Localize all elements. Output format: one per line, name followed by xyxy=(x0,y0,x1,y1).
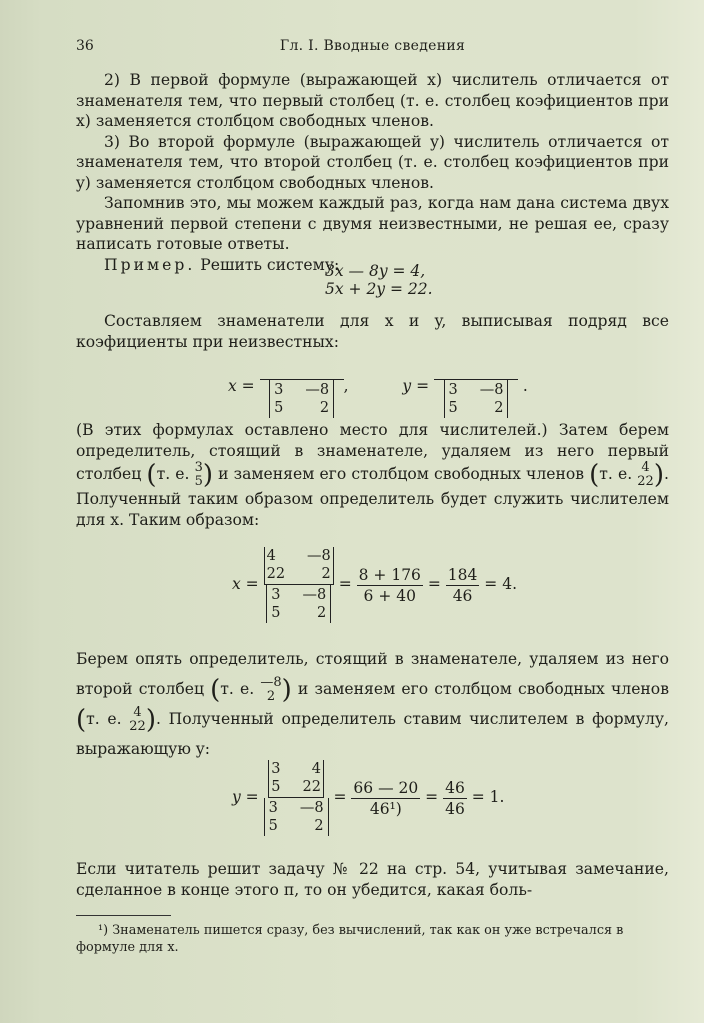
footnote-text: ¹) Знаменатель пишется сразу, без вычислений, так как он уже встречался в формуле для x. xyxy=(76,923,624,955)
footnote xyxy=(76,922,669,956)
x-result: = 4. xyxy=(484,575,517,593)
x-step-1: $\frac{8 + 176}{6 + 40}$ xyxy=(358,565,421,605)
y-label: y = xyxy=(402,377,430,395)
x-numerator-determinant: 4 —8 22 2 xyxy=(264,547,334,585)
x-denominator-fraction xyxy=(260,356,344,418)
text-again xyxy=(76,644,669,764)
page-number: 36 xyxy=(76,38,94,54)
x-step-2: $\frac{184}{46}$ xyxy=(447,565,478,605)
running-title: Гл. I. Вводные сведения xyxy=(279,38,466,54)
example-label: Пример. xyxy=(104,255,196,274)
paragraph-remember: Запомнив это, мы можем каждый раз, когда нам дана система двух уравнений первой степени с двумя неизвестными, не решая ее, сразу написать готовые ответы. xyxy=(76,194,669,253)
equation-1: 3x — 8y = 4, xyxy=(325,262,426,280)
paragraph-reader: Если читатель решит задачу № 22 на стр. 54, учитывая замечание, сделанное в конце этого п, то он убедится, какая боль- xyxy=(76,860,669,899)
running-header xyxy=(76,38,669,58)
y-denominator-determinant: 3 —8 5 2 xyxy=(264,798,329,836)
paragraph-again: Берем опять определитель, стоящий в знаменателе, удаляем из него второй столбец (т. е. —8 2 ) и заменяем его столбцом свободных членов (т. е. 4 22 ). Полученный определитель ставим числителем в формулу, выражающую y: xyxy=(76,650,669,758)
denominator-formulas: x = 3 —8 5 2 , y = 3 —8 5 2 . xyxy=(228,356,528,418)
y-numerator-determinant: 3 4 5 22 xyxy=(268,760,324,798)
paragraph-point-3: 3) Во второй формуле (выражающей y) числитель отличается от знаменателя тем, что второй столбец (т. е. столбец коэфициентов при y) заменяется столбцом свободных членов. xyxy=(76,132,669,192)
text-block-top xyxy=(76,70,669,275)
x-label: x = xyxy=(228,377,255,395)
y-result: = 1. xyxy=(471,788,505,806)
first-column: 3 5 xyxy=(194,460,203,489)
y-label: y = xyxy=(232,788,259,806)
x-label: x = xyxy=(232,575,259,593)
y-step-1: $\frac{66 — 20}{\text{46¹)}}$ xyxy=(353,778,419,818)
y-step-2: $\frac{46}{46}$ xyxy=(445,778,465,818)
text-compose xyxy=(76,311,669,352)
free-terms-column: 4 22 xyxy=(637,460,654,489)
y-denominator-fraction xyxy=(434,356,518,418)
x-denominator-determinant: 3 —8 5 2 xyxy=(266,585,331,623)
second-column: —8 2 xyxy=(260,675,282,704)
paragraph-then: (В этих формулах оставлено место для числителей.) Затем берем определитель, стоящий в знаменателе, удаляем из него первый столбец (т. е. 3 5 ) и заменяем его столбцом свободных членов (т. е. 4 22 ). Полученный таким образом определитель будет служить числителем для x. Таким образом: xyxy=(76,421,669,529)
x-cramer-fraction xyxy=(264,547,334,623)
y-solution: y = 3 4 5 22 3 —8 5 2 = $\frac{66 — 20}{\text{46¹)}}$ = $\frac{46}{46}$ = 1. xyxy=(232,761,505,834)
denominator-determinant: 3 —8 5 2 xyxy=(444,380,509,418)
paragraph-point-2: 2) В первой формуле (выражающей x) числитель отличается от знаменателя тем, что первый столбец (т. е. столбец коэфициентов при x) заменяется столбцом свободных членов. xyxy=(76,71,669,130)
paragraph-compose: Составляем знаменатели для x и y, выписывая подряд все коэфициенты при неизвестных: xyxy=(76,312,669,351)
text-reader xyxy=(76,859,669,900)
x-solution: x = 4 —8 22 2 3 —8 5 2 = $\frac{8 + 176}{6 + 40}$ = $\frac{184}{46}$ = 4. xyxy=(232,548,517,621)
example-text: Решить систему: xyxy=(200,255,340,274)
equation-system xyxy=(325,262,433,298)
footnote-divider xyxy=(76,915,171,916)
text-then xyxy=(76,420,669,530)
equation-2: 5x + 2y = 22. xyxy=(325,280,433,298)
free-terms-column: 4 22 xyxy=(129,705,146,734)
denominator-determinant: 3 —8 5 2 xyxy=(269,380,334,418)
y-cramer-fraction xyxy=(264,760,329,836)
